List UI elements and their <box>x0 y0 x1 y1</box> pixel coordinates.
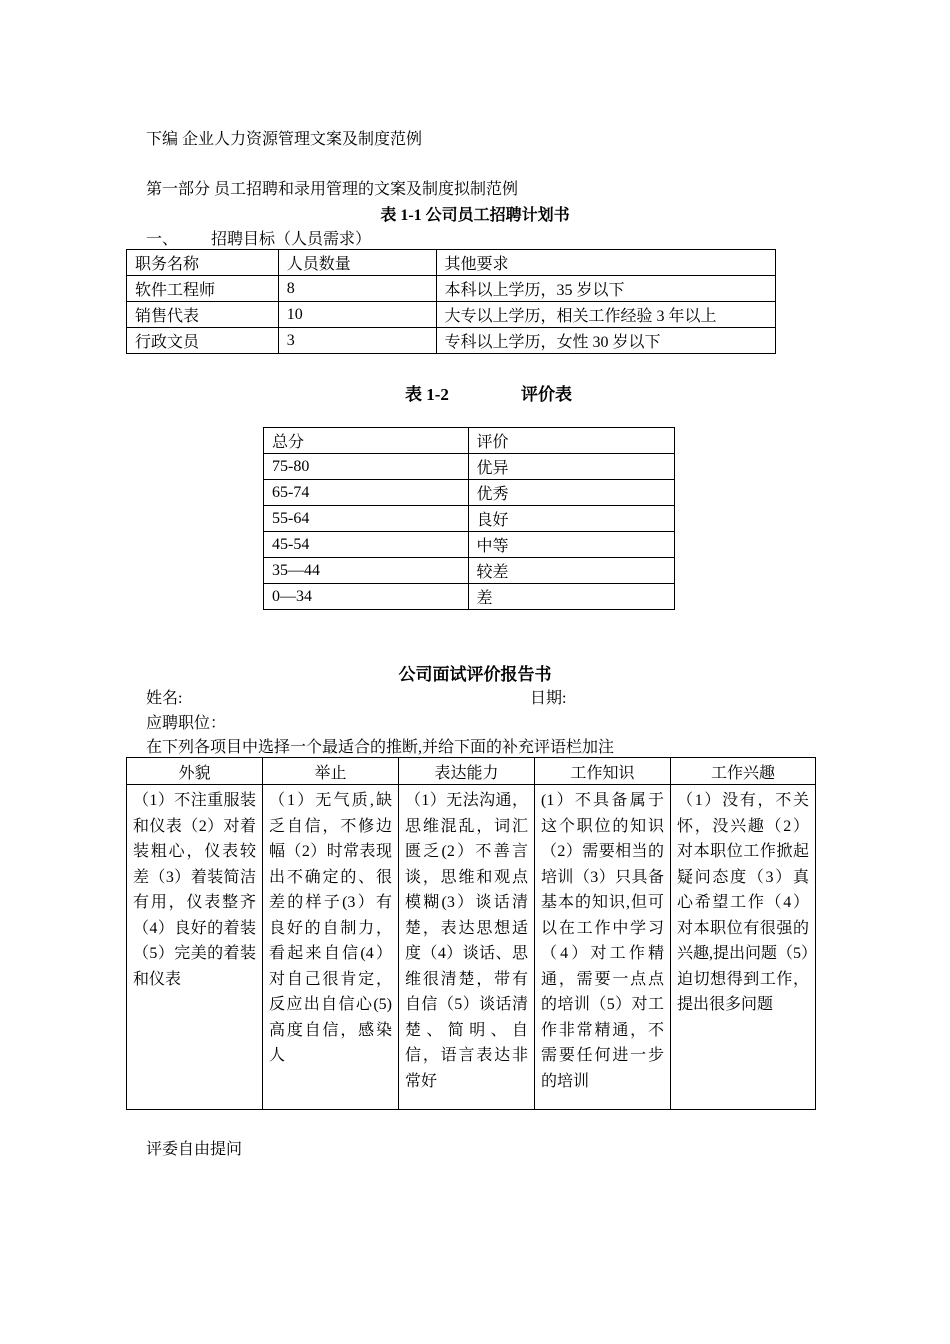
table-cell: 优异 <box>468 454 675 480</box>
table-cell: （1）无气质,缺乏自信，不修边幅（2）时常表现出不确定的、很差的样子(3）有良好的自制力，看起来自信(4）对自己很肯定，反应出自信心(5)高度自信，感染人 <box>263 785 399 1110</box>
table-row <box>264 558 675 584</box>
header-cell: 其他要求 <box>436 250 775 276</box>
table-cell: 55-64 <box>264 506 469 532</box>
table-cell: 10 <box>278 302 436 328</box>
table-row <box>264 506 675 532</box>
header-cell: 举止 <box>263 758 399 785</box>
header-cell: 总分 <box>264 428 469 454</box>
table-row <box>127 328 776 354</box>
table-row <box>264 454 675 480</box>
table-row <box>127 302 776 328</box>
table-cell: 75-80 <box>264 454 469 480</box>
name-label: 姓名: <box>146 690 183 707</box>
position-label: 应聘职位： <box>146 715 227 732</box>
table-header-row <box>127 250 776 276</box>
table-cell: 65-74 <box>264 480 469 506</box>
table2-caption-number: 表 1-2 <box>405 385 449 404</box>
table-cell: 较差 <box>468 558 675 584</box>
header-cell: 评价 <box>468 428 675 454</box>
table-row <box>264 532 675 558</box>
table-row <box>127 276 776 302</box>
table-cell: 中等 <box>468 532 675 558</box>
table-cell: （1）无法沟通，思维混乱，词汇匮乏(2）不善言谈，思维和观点模糊(3）谈话清楚，表达思想适度（4）谈话、思维很清楚，带有自信（5）谈话清楚、简明、自信，语言表达非常好 <box>399 785 535 1110</box>
table-row <box>264 480 675 506</box>
table-cell: 大专以上学历，相关工作经验 3 年以上 <box>436 302 775 328</box>
part-title: 下编 企业人力资源管理文案及制度范例 <box>146 131 423 148</box>
table-header-row <box>127 758 816 785</box>
date-label: 日期: <box>530 690 567 707</box>
table-cell: 软件工程师 <box>127 276 279 302</box>
table-header-row <box>264 428 675 454</box>
instruction-text: 在下列各项目中选择一个最适合的推断,并给下面的补充评语栏加注 <box>146 739 615 756</box>
table-cell: 本科以上学历，35 岁以下 <box>436 276 775 302</box>
recruitment-plan-table <box>126 249 776 354</box>
header-cell: 职务名称 <box>127 250 279 276</box>
table-cell: 0—34 <box>264 584 469 610</box>
table-cell: 3 <box>278 328 436 354</box>
table-cell: 行政文员 <box>127 328 279 354</box>
header-cell: 人员数量 <box>278 250 436 276</box>
evaluation-table <box>263 427 675 610</box>
table-cell: （1）没有，不关怀，没兴趣（2）对本职位工作掀起疑问态度（3）真心希望工作（4）对本职位有很强的兴趣,提出问题（5）迫切想得到工作，提出很多问题 <box>671 785 816 1110</box>
footer-text: 评委自由提问 <box>146 1141 243 1158</box>
header-cell: 工作知识 <box>535 758 671 785</box>
header-cell: 表达能力 <box>399 758 535 785</box>
table-cell: 优秀 <box>468 480 675 506</box>
table-row <box>264 584 675 610</box>
header-cell: 工作兴趣 <box>671 758 816 785</box>
table1-subheading-number: 一、 <box>146 231 179 248</box>
table-cell: (1）不具备属于这个职位的知识（2）需要相当的培训（3）只具备基本的知识,但可以在工作中学习（4）对工作精通，需要一点点的培训（5）对工作非常精通，不需要任何进一步的培训 <box>535 785 671 1110</box>
table1-caption: 表 1-1 公司员工招聘计划书 <box>380 207 570 224</box>
header-cell: 外貌 <box>127 758 263 785</box>
table1-subheading: 招聘目标（人员需求） <box>211 231 372 248</box>
table-cell: 专科以上学历，女性 30 岁以下 <box>436 328 775 354</box>
table-cell: 8 <box>278 276 436 302</box>
interview-evaluation-table <box>126 757 816 1110</box>
table2-caption-title: 评价表 <box>521 385 572 404</box>
table-cell: 35—44 <box>264 558 469 584</box>
table-cell: （1）不注重服装和仪表（2）对着装粗心，仪表较差（3）着装简洁有用，仪表整齐（4）良好的着装（5）完美的着装和仪表 <box>127 785 263 1110</box>
report-title: 公司面试评价报告书 <box>398 665 552 684</box>
table-cell: 差 <box>468 584 675 610</box>
table-cell: 45-54 <box>264 532 469 558</box>
table-row <box>127 785 816 1110</box>
table-cell: 销售代表 <box>127 302 279 328</box>
section-title: 第一部分 员工招聘和录用管理的文案及制度拟制范例 <box>146 181 519 198</box>
table-cell: 良好 <box>468 506 675 532</box>
